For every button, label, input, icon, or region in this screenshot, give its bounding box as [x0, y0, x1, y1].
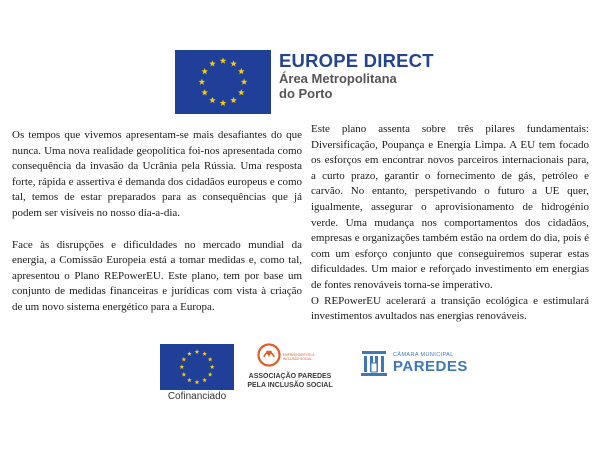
eu-star — [187, 378, 192, 383]
eu-star — [181, 372, 186, 377]
left-paragraph-1: Os tempos que vivemos apresentam-se mais desafiantes do que nunca. Uma nova realidade geopolítica foi-nos apresentada como consequência da invasão da Ucrânia pela Rússia. Uma resposta forte, rápida e assertiva é demanda dos cidadãos europeus e como tal, temos de estar preparados para as consequências que já podem ser visíveis no nosso dia-a-dia. — [12, 129, 302, 219]
left-text-column — [12, 128, 302, 316]
eu-star — [201, 89, 208, 95]
left-paragraph-2: Face às disrupções e dificuldades no mercado mundial da energia, a Comissão Europeia está a tomar medidas e, como tal, apresentou o Plano REPowerEU. Este plano, tem por base um conjunto de medidas financeiras e jurídicas com vista à criação de um novo sistema energético para a Europa. — [12, 238, 302, 313]
eu-star — [202, 351, 207, 356]
eu-star — [179, 364, 184, 369]
eu-star — [230, 97, 237, 103]
eu-star — [209, 97, 216, 103]
eu-flag-icon — [160, 344, 234, 390]
eu-star — [208, 357, 213, 362]
eu-star — [199, 78, 206, 84]
paredes-text — [393, 352, 468, 375]
logo-title: EUROPE DIRECT — [279, 50, 434, 71]
cofinanciado-logo — [160, 344, 234, 402]
europe-direct-text — [271, 50, 434, 114]
apis-name-line1: ASSOCIAÇÃO PAREDES — [248, 373, 332, 380]
eu-star — [220, 100, 227, 106]
logo-subtitle-line1: Área Metropolitana — [279, 71, 397, 86]
apis-logo — [244, 344, 336, 390]
eu-star — [181, 357, 186, 362]
paredes-name: PAREDES — [393, 357, 468, 375]
eu-star — [195, 349, 200, 354]
eu-star — [208, 372, 213, 377]
eu-star — [195, 380, 200, 385]
apis-name-line2: PELA INCLUSÃO SOCIAL — [247, 381, 333, 389]
logo-subtitle-line2: do Porto — [279, 86, 333, 101]
camara-paredes-logo — [360, 348, 468, 378]
eu-star — [220, 57, 227, 63]
apis-mark — [244, 344, 336, 370]
eu-star — [210, 364, 215, 369]
right-paragraph-2: O REPowerEU acelerará a transição ecológica e estimulará investimentos avultados nas energias renováveis. — [311, 294, 589, 323]
town-hall-icon — [360, 348, 388, 378]
eu-star — [241, 78, 248, 84]
right-paragraph-1: Este plano assenta sobre três pilares fundamentais: Diversificação, Poupança e Energia Limpa. A EU tem focado os esforços em encontrar novos parceiros internacionais para, a curto prazo, garantir o fornecimento de gás, petróleo e carvão. No entanto, perspetivando o futuro a UE quer, igualmente, assegurar o aprovisionamento de hidrogénio verde. Uma mudança nos comportamentos dos cidadãos, empresas e organizações também estão na ordem do dia, pois é com um esforço conjunto que conseguiremos superar estas dificuldades. Um maior e reforçado investimento em energias de fontes renováveis torna-se imperativo. — [311, 123, 589, 291]
cofinanciado-label: Cofinanciado — [167, 391, 227, 402]
eu-flag-icon — [175, 50, 271, 114]
eu-star — [187, 351, 192, 356]
eu-star — [201, 68, 208, 74]
eu-star — [238, 89, 245, 95]
right-text-column — [311, 122, 589, 325]
paredes-small-text: CÂMARA MUNICIPAL — [393, 351, 454, 358]
eu-star — [238, 68, 245, 74]
eu-star — [202, 378, 207, 383]
apis-small-text: EMPREENDER PELA INCLUSÃO SOCIAL — [283, 353, 315, 361]
hands-heart-icon — [257, 343, 281, 372]
europe-direct-logo — [175, 50, 434, 114]
eu-star — [230, 60, 237, 66]
eu-star — [209, 60, 216, 66]
